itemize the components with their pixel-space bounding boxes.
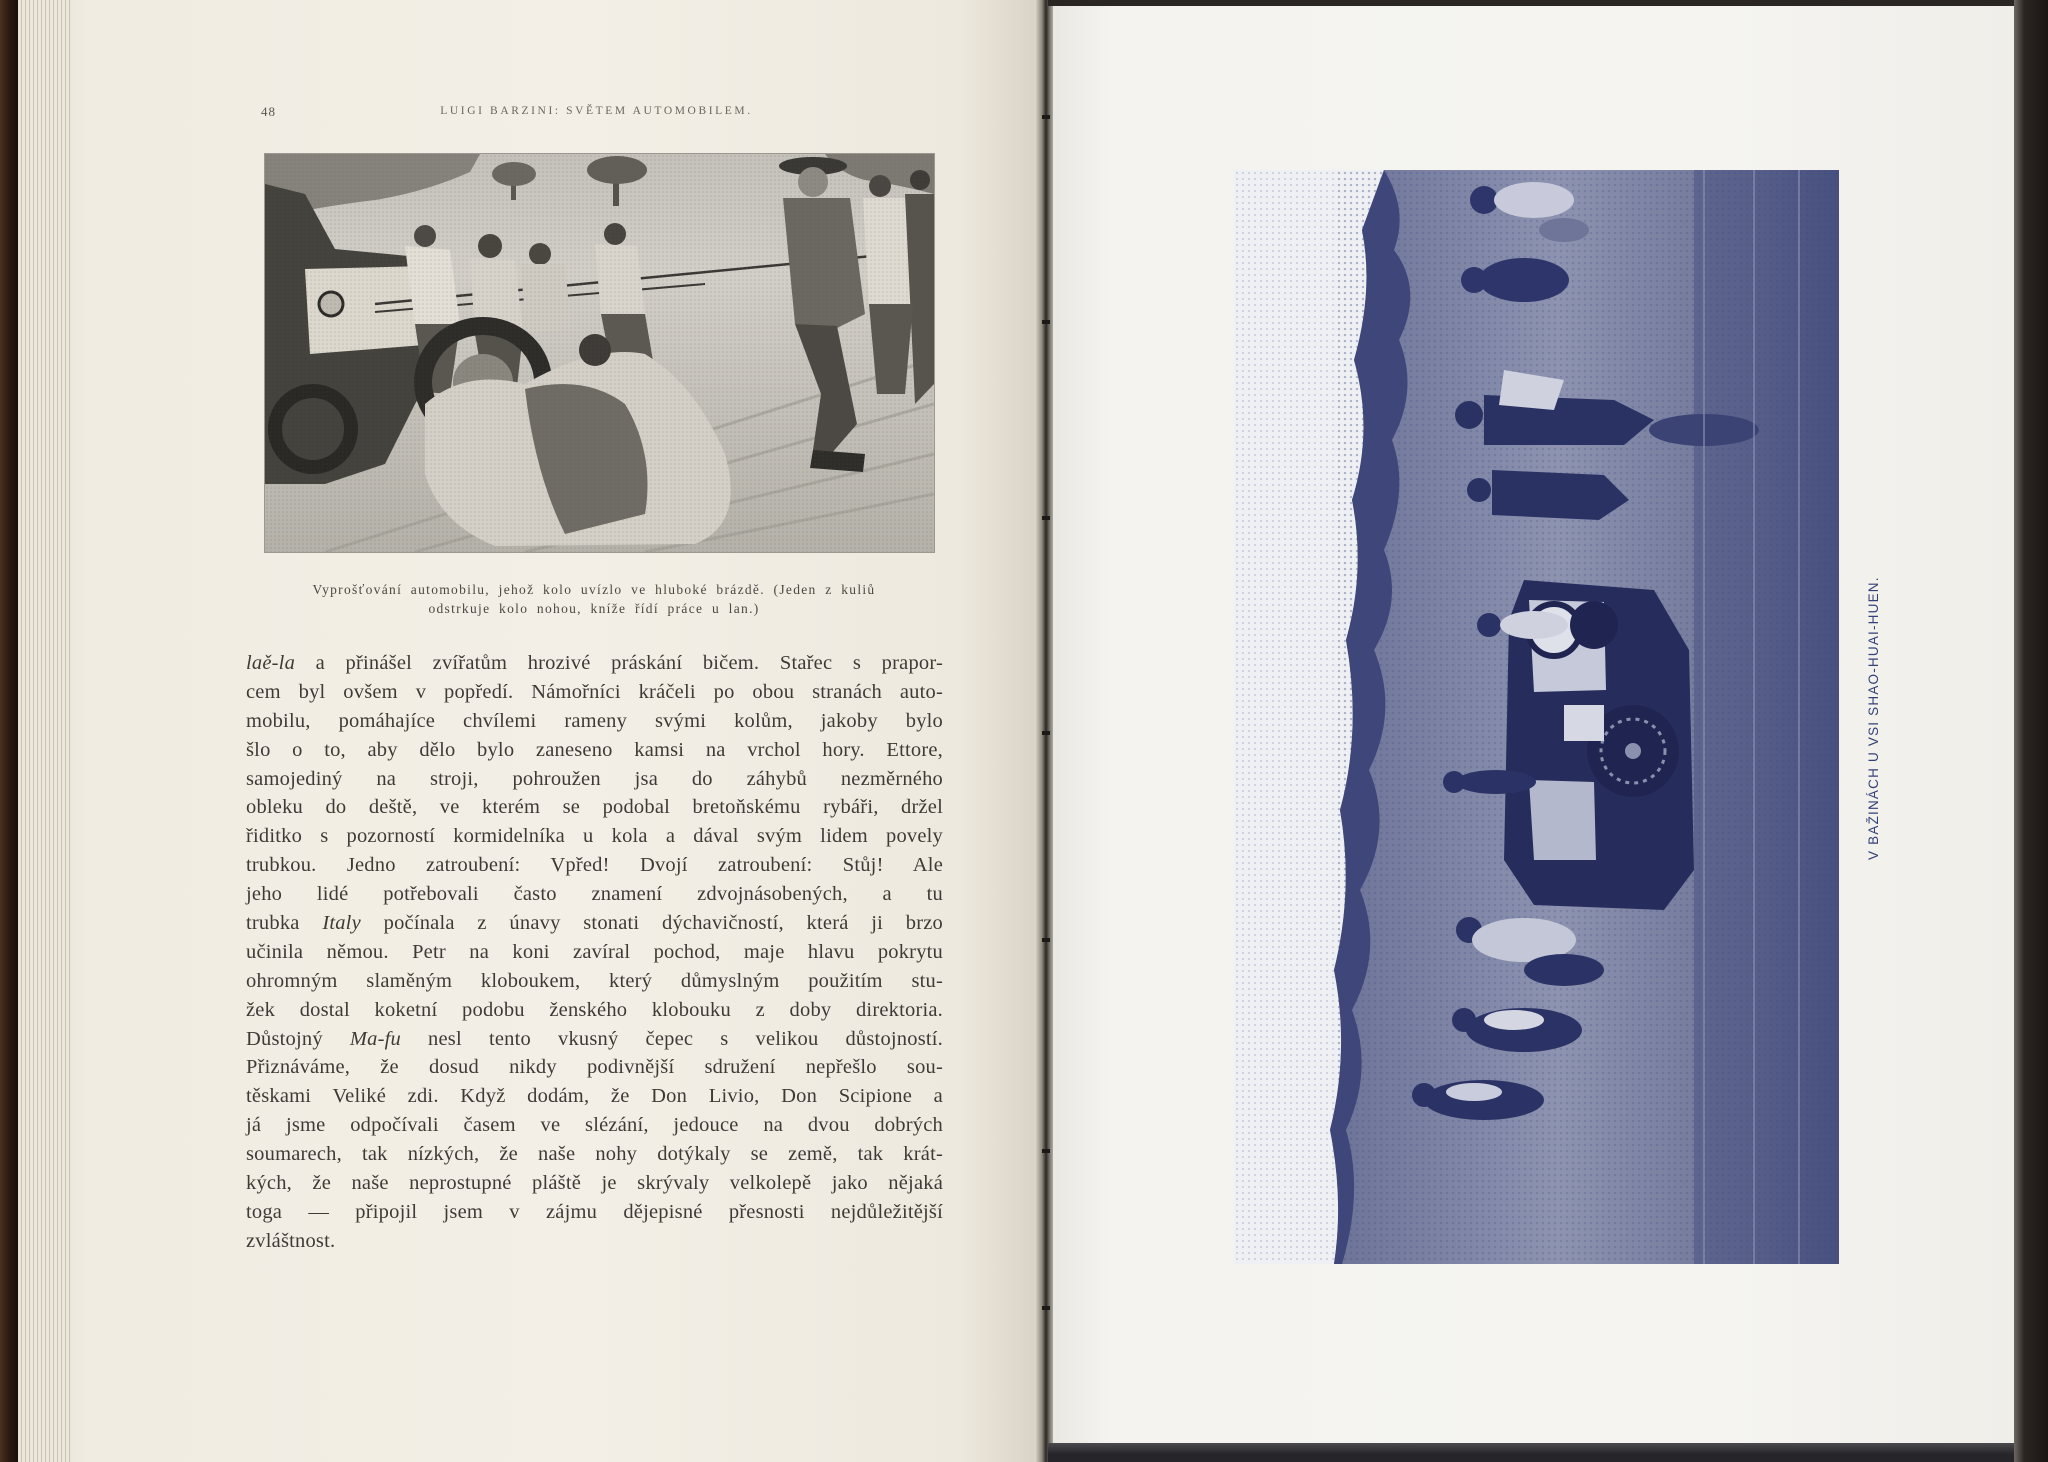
binding-thread-mark <box>1042 731 1050 735</box>
body-line <box>246 1227 943 1256</box>
left-page <box>18 0 1038 1462</box>
body-line <box>246 967 943 996</box>
line-text: řiditko s pozorností kormidelníka u kola a dával svým lidem povely <box>246 825 943 848</box>
binding-thread-mark <box>1042 516 1050 520</box>
figure-caption-line: Vyprošťování automobilu, jehož kolo uvízlo ve hluboké brázdě. (Jeden z kuliů <box>312 582 876 597</box>
right-edge <box>2014 0 2048 1462</box>
plate-caption: V BAŽINÁCH U VSI SHAO-HUAI-HUEN. <box>1866 576 1881 860</box>
line-text: ohromným slaměným kloboukem, který důmyslným použitím stu- <box>246 969 943 992</box>
body-line <box>246 1025 943 1054</box>
line-text: počínala z únavy stonati dýchavičností, která ji brzo <box>360 912 943 935</box>
line-text: samojediný na stroji, pohroužen jsa do záhybů nezměrného <box>246 767 943 790</box>
line-text: těskami Veliké zdi. Když dodám, že Don Livio, Don Scipione a <box>246 1085 943 1108</box>
body-line <box>246 851 943 880</box>
body-line <box>246 996 943 1025</box>
plate-car-in-marsh <box>1234 170 1839 1264</box>
line-text: šlo o to, aby dělo bylo zaneseno kamsi na vrchol hory. Ettore, <box>246 738 943 761</box>
line-text: nesl tento vkusný čepec s velikou důstojností. <box>400 1027 943 1050</box>
line-text: trubka <box>246 912 323 935</box>
italic-term: laě-la <box>246 652 296 674</box>
line-text: a přinášel zvířatům hrozivé práskání bičem. Stařec s prapor- <box>295 652 943 674</box>
body-line <box>246 1082 943 1111</box>
line-text: trubkou. Jedno zatroubení: Vpřed! Dvojí zatroubení: Stůj! Ale <box>246 854 943 877</box>
line-text: mobilu, pomáhajíce chvílemi rameny svými kolům, jakoby bylo <box>246 709 943 732</box>
line-text: kých, že naše neprostupné pláště je skrývaly velkolepě jako nějaká <box>246 1172 943 1195</box>
running-head: LUIGI BARZINI: SVĚTEM AUTOMOBILEM. <box>440 105 753 117</box>
page-stack-edges <box>18 0 72 1462</box>
body-line <box>246 1111 943 1140</box>
right-page <box>1053 0 2016 1462</box>
line-text: toga — připojil jsem v zájmu dějepisné přesnosti nejdůležitější <box>246 1200 943 1223</box>
binding-edge <box>0 0 20 1462</box>
figure-caption <box>244 580 944 618</box>
body-line <box>246 1140 943 1169</box>
body-line <box>246 1198 943 1227</box>
body-line <box>246 938 943 967</box>
line-text: Důstojný <box>246 1027 350 1050</box>
body-line <box>246 822 943 851</box>
body-line <box>246 649 943 678</box>
top-edge-shadow <box>1048 0 2048 6</box>
binding-thread-mark <box>1042 938 1050 942</box>
body-line <box>246 1053 943 1082</box>
body-text <box>246 649 943 1256</box>
page-number: 48 <box>261 104 276 119</box>
line-text: obleku do deště, ve kterém se podobal bretoňskému rybáři, držel <box>246 796 943 819</box>
line-text: já jsme odpočívali časem ve slézání, jedouce na dvou dobrých <box>246 1114 943 1137</box>
binding-thread-mark <box>1042 1306 1050 1310</box>
body-line <box>246 736 943 765</box>
line-text: zvláštnost. <box>246 1229 336 1252</box>
figure-car-pulled-from-furrow <box>265 154 934 552</box>
line-text: učinila němou. Petr na koni zavíral pochod, maje hlavu pokrytu <box>246 940 943 963</box>
body-line <box>246 880 943 909</box>
body-line <box>246 707 943 736</box>
bottom-edge-shadow <box>1048 1443 2048 1462</box>
italic-term: Italy <box>322 912 361 935</box>
body-line <box>246 1169 943 1198</box>
binding-thread-mark <box>1042 115 1050 119</box>
line-text: žek dostal koketní podobu ženského klobouku z doby direktoria. <box>246 998 943 1021</box>
line-text: Přiznáváme, že dosud nikdy podivnější sdružení nepřešlo sou- <box>246 1056 943 1079</box>
binding-thread-mark <box>1042 1149 1050 1153</box>
line-text: jeho lidé potřebovali často znamení zdvojnásobených, a tu <box>246 883 943 906</box>
line-text: soumarech, tak nízkých, že naše nohy dotýkaly se země, tak krát- <box>246 1143 943 1166</box>
body-line <box>246 678 943 707</box>
body-line <box>246 909 943 938</box>
binding-thread-mark <box>1042 320 1050 324</box>
body-line <box>246 765 943 794</box>
line-text: cem byl ovšem v popředí. Námořníci kráčeli po obou stranách auto- <box>246 680 943 703</box>
figure-caption-line: odstrkuje kolo nohou, kníže řídí práce u lan.) <box>428 601 760 616</box>
italic-term: Ma-fu <box>349 1027 401 1050</box>
body-line <box>246 793 943 822</box>
